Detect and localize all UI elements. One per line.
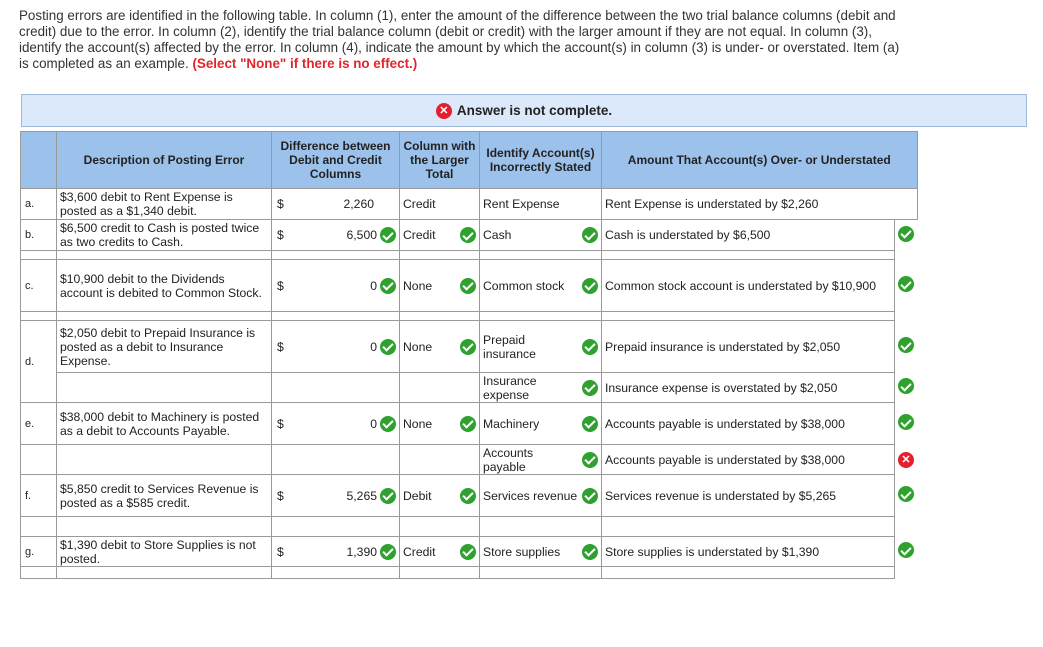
correct-check-icon <box>380 227 396 243</box>
larger-column-value[interactable]: None <box>403 416 433 431</box>
account-value[interactable]: Services revenue <box>483 488 578 503</box>
row-description <box>57 373 272 403</box>
correct-check-icon <box>582 544 598 560</box>
account-value[interactable]: Prepaid insurance <box>483 332 536 361</box>
header-larger: Column with the Larger Total <box>400 132 480 189</box>
account-cell[interactable] <box>480 260 602 312</box>
account-value[interactable]: Accounts payable <box>483 445 534 474</box>
dollar-sign: $ <box>277 228 284 242</box>
effect-cell[interactable] <box>602 475 895 517</box>
difference-cell[interactable] <box>272 260 400 312</box>
account-value[interactable]: Common stock <box>483 278 565 293</box>
account-value[interactable]: Store supplies <box>483 544 561 559</box>
mark-cell <box>895 260 918 312</box>
account-cell[interactable] <box>480 475 602 517</box>
account-cell[interactable] <box>480 220 602 251</box>
account-value[interactable]: Machinery <box>483 416 540 431</box>
larger-column-value[interactable]: Credit <box>403 544 436 559</box>
header-description: Description of Posting Error <box>57 132 272 189</box>
instructions <box>19 8 904 72</box>
effect-value[interactable]: Cash is understated by $6,500 <box>605 228 771 242</box>
dollar-sign: $ <box>277 278 284 293</box>
account-value: Rent Expense <box>483 197 560 211</box>
effect-cell[interactable] <box>602 260 895 312</box>
correct-check-icon <box>460 227 476 243</box>
effect-value[interactable]: Services revenue is understated by $5,265 <box>605 488 837 503</box>
correct-check-icon <box>460 278 476 294</box>
mark-cell <box>895 475 918 517</box>
dollar-sign: $ <box>277 488 284 503</box>
effect-value[interactable]: Accounts payable is understated by $38,000 <box>605 452 845 467</box>
account-cell[interactable] <box>480 445 602 475</box>
incorrect-x-icon: ✕ <box>898 452 914 468</box>
effect-value[interactable]: Accounts payable is understated by $38,000 <box>605 416 845 431</box>
row-description: $3,600 debit to Rent Expense is posted as a $1,340 debit. <box>57 189 272 220</box>
larger-column-value: Credit <box>403 197 436 211</box>
larger-column-cell[interactable] <box>400 475 480 517</box>
effect-cell[interactable] <box>602 445 895 475</box>
correct-check-icon <box>582 488 598 504</box>
dollar-sign: $ <box>277 544 284 559</box>
table-row <box>21 189 918 220</box>
larger-column-value[interactable]: None <box>403 339 433 354</box>
correct-check-icon <box>898 414 914 430</box>
difference-value[interactable]: 0 <box>370 278 377 293</box>
effect-value[interactable]: Common stock account is understated by $10,900 <box>605 278 876 293</box>
mark-cell <box>895 220 918 251</box>
x-circle-icon: ✕ <box>436 103 452 119</box>
mark-cell <box>895 445 918 475</box>
effect-cell[interactable] <box>602 373 895 403</box>
correct-check-icon <box>898 226 914 242</box>
account-cell[interactable] <box>480 373 602 403</box>
larger-column-cell <box>400 373 480 403</box>
larger-column-cell <box>400 445 480 475</box>
spacer-row <box>21 312 918 321</box>
posting-errors-table <box>20 131 918 579</box>
row-letter: g. <box>21 537 57 567</box>
table-row <box>21 321 918 373</box>
larger-column-cell[interactable] <box>400 537 480 567</box>
row-letter: c. <box>21 260 57 312</box>
table-row <box>21 260 918 312</box>
difference-cell <box>272 445 400 475</box>
account-value[interactable]: Insurance expense <box>483 373 537 402</box>
row-description: $6,500 credit to Cash is posted twice as two credits to Cash. <box>57 220 272 251</box>
effect-cell[interactable] <box>602 220 895 251</box>
correct-check-icon <box>460 339 476 355</box>
row-letter: e. <box>21 403 57 445</box>
table-row <box>21 373 918 403</box>
row-description: $1,390 debit to Store Supplies is not posted. <box>57 537 272 567</box>
header-accounts: Identify Account(s) Incorrectly Stated <box>480 132 602 189</box>
effect-cell[interactable] <box>602 321 895 373</box>
spacer-row <box>21 251 918 260</box>
answer-status-banner <box>21 94 1027 127</box>
correct-check-icon <box>582 452 598 468</box>
row-letter: f. <box>21 475 57 517</box>
correct-check-icon <box>380 488 396 504</box>
larger-column-cell[interactable] <box>400 220 480 251</box>
correct-check-icon <box>380 339 396 355</box>
mark-cell <box>895 537 918 567</box>
correct-check-icon <box>898 486 914 502</box>
row-description: $10,900 debit to the Dividends account is debited to Common Stock. <box>57 260 272 312</box>
correct-check-icon <box>460 544 476 560</box>
row-description: $2,050 debit to Prepaid Insurance is posted as a debit to Insurance Expense. <box>57 321 272 373</box>
difference-value[interactable]: 1,390 <box>346 544 377 559</box>
larger-column-value[interactable]: Credit <box>403 228 436 242</box>
correct-check-icon <box>380 544 396 560</box>
difference-value[interactable]: 0 <box>370 339 377 354</box>
effect-value: Rent Expense is understated by $2,260 <box>605 197 819 211</box>
table-row <box>21 537 918 567</box>
effect-cell <box>602 189 918 220</box>
table-row <box>21 445 918 475</box>
difference-cell[interactable] <box>272 321 400 373</box>
row-description: $5,850 credit to Services Revenue is posted as a $585 credit. <box>57 475 272 517</box>
difference-value[interactable]: 5,265 <box>346 488 377 503</box>
correct-check-icon <box>582 227 598 243</box>
larger-column-value[interactable]: None <box>403 278 433 293</box>
header-difference: Difference between Debit and Credit Columns <box>272 132 400 189</box>
row-description: $38,000 debit to Machinery is posted as a debit to Accounts Payable. <box>57 403 272 445</box>
difference-cell[interactable] <box>272 537 400 567</box>
correct-check-icon <box>582 416 598 432</box>
difference-value[interactable]: 0 <box>370 416 377 431</box>
effect-value[interactable]: Insurance expense is overstated by $2,050 <box>605 380 838 395</box>
correct-check-icon <box>898 276 914 292</box>
correct-check-icon <box>460 416 476 432</box>
correct-check-icon <box>380 416 396 432</box>
table-row <box>21 475 918 517</box>
larger-column-cell[interactable] <box>400 260 480 312</box>
correct-check-icon <box>582 339 598 355</box>
correct-check-icon <box>898 337 914 353</box>
correct-check-icon <box>898 378 914 394</box>
difference-value: 2,260 <box>343 197 374 211</box>
effect-value[interactable]: Prepaid insurance is understated by $2,050 <box>605 339 841 354</box>
table-row <box>21 403 918 445</box>
correct-check-icon <box>898 542 914 558</box>
row-letter <box>21 445 57 475</box>
row-description <box>57 445 272 475</box>
spacer-row <box>21 567 918 579</box>
banner-text: Answer is not complete. <box>456 103 613 118</box>
instructions-text: Posting errors are identified in the following table. In column (1), enter the amount of the difference between the two trial balance columns (debit and credit) due to the error. In column (2), identify the trial balance column (debit or credit) with the larger amount if they are not equal. In column (3), identify the account(s) affected by the error. In column (4), indicate the amount by which the account(s) in column (3) is under- or overstated. Item (a) is completed as an example. <box>19 8 900 71</box>
account-cell[interactable] <box>480 321 602 373</box>
difference-cell <box>272 189 400 220</box>
account-value[interactable]: Cash <box>483 228 512 242</box>
account-cell[interactable] <box>480 537 602 567</box>
effect-value[interactable]: Store supplies is understated by $1,390 <box>605 544 820 559</box>
difference-cell <box>272 373 400 403</box>
effect-cell[interactable] <box>602 537 895 567</box>
dollar-sign: $ <box>277 197 284 211</box>
effect-cell[interactable] <box>602 403 895 445</box>
larger-column-value[interactable]: Debit <box>403 488 432 503</box>
difference-cell[interactable] <box>272 403 400 445</box>
difference-value[interactable]: 6,500 <box>346 228 377 242</box>
row-letter: a. <box>21 189 57 220</box>
correct-check-icon <box>582 380 598 396</box>
row-letter: d. <box>21 321 57 403</box>
instructions-emphasis: (Select "None" if there is no effect.) <box>192 56 418 71</box>
dollar-sign: $ <box>277 339 284 354</box>
account-cell[interactable] <box>480 403 602 445</box>
correct-check-icon <box>460 488 476 504</box>
difference-cell[interactable] <box>272 475 400 517</box>
larger-column-cell <box>400 189 480 220</box>
mark-cell <box>895 373 918 403</box>
dollar-sign: $ <box>277 416 284 431</box>
larger-column-cell[interactable] <box>400 403 480 445</box>
correct-check-icon <box>380 278 396 294</box>
spacer-row <box>21 517 918 537</box>
table-row <box>21 220 918 251</box>
larger-column-cell[interactable] <box>400 321 480 373</box>
correct-check-icon <box>582 278 598 294</box>
difference-cell[interactable] <box>272 220 400 251</box>
header-amount: Amount That Account(s) Over- or Understated <box>602 132 918 189</box>
mark-cell <box>895 321 918 373</box>
header-letter <box>21 132 57 189</box>
row-letter: b. <box>21 220 57 251</box>
mark-cell <box>895 403 918 445</box>
account-cell <box>480 189 602 220</box>
